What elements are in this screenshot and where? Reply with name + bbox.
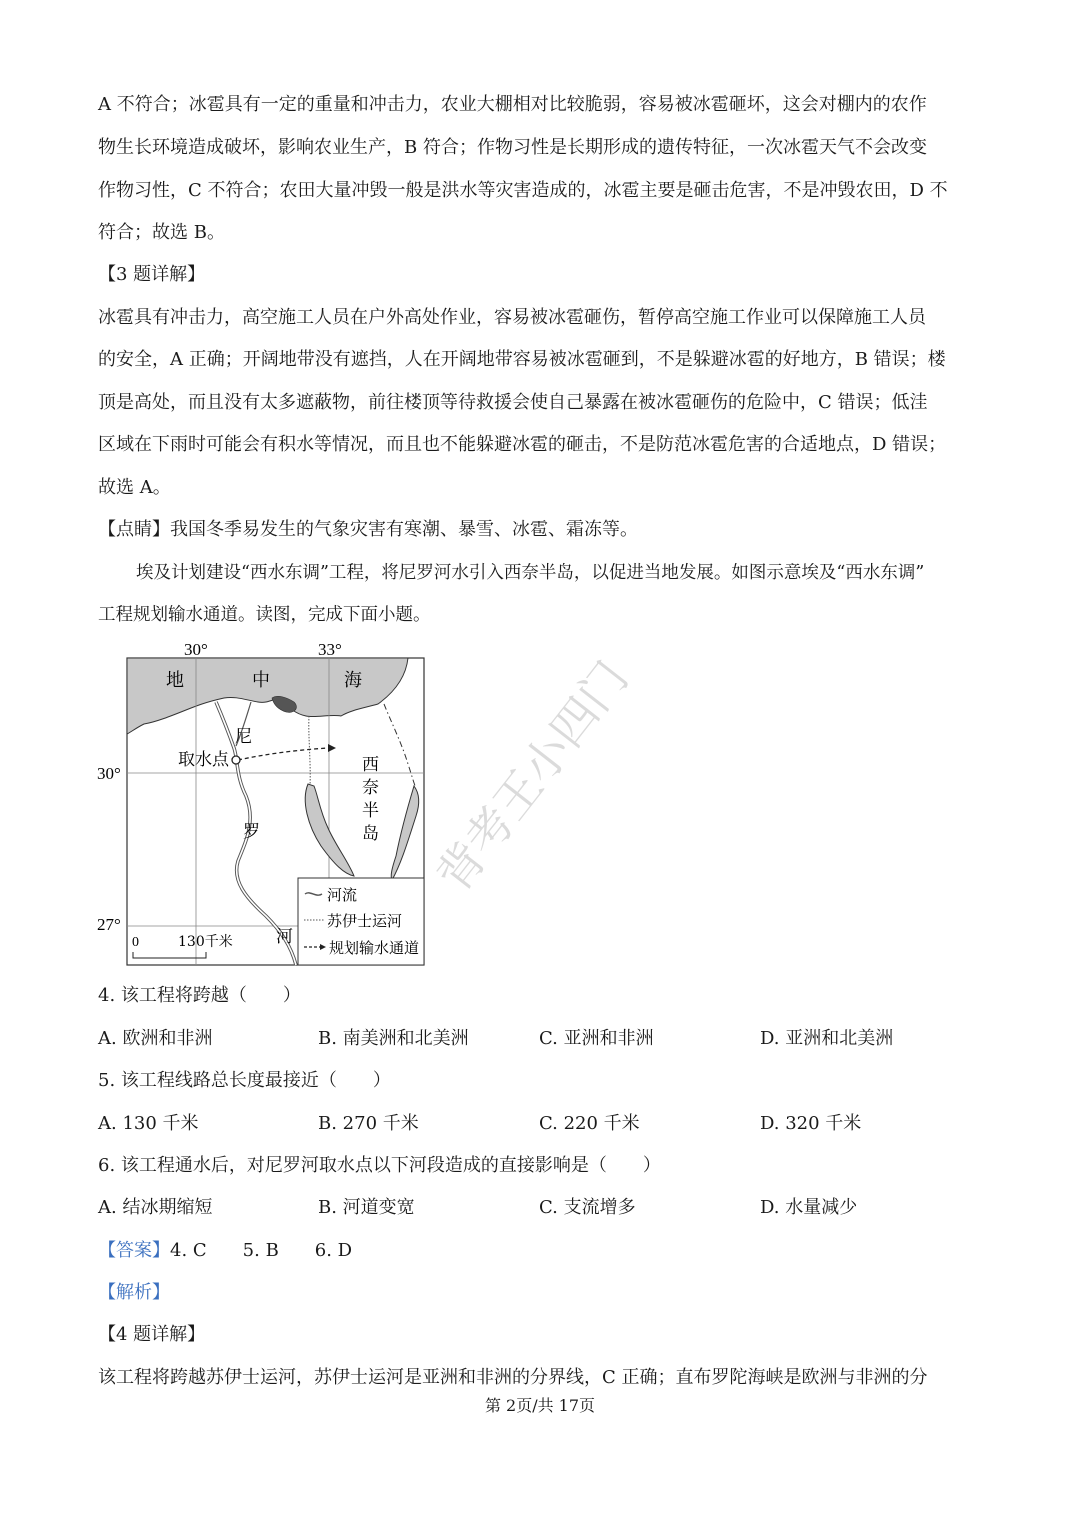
answer-line xyxy=(98,1239,352,1263)
scale-label: 130千米 xyxy=(178,934,233,950)
dianjing xyxy=(98,518,638,542)
paragraph-line: 符合；故选 B。 xyxy=(98,222,225,243)
paragraph-line: A 不符合；冰雹具有一定的重量和冲击力，农业大棚相对比较脆弱，容易被冰雹砸坏，这会对棚内的农作 xyxy=(98,94,927,115)
paragraph-line: 故选 A。 xyxy=(98,477,171,498)
paragraph-line: 作物习性，C 不符合；农田大量冲毁一般是洪水等灾害造成的，冰雹主要是砸击危害，不是冲毁农田，D 不 xyxy=(98,180,948,201)
intake-label: 取水点 xyxy=(178,750,229,770)
watermark xyxy=(400,640,700,940)
q4-heading: 【4 题详解】 xyxy=(98,1324,206,1345)
question-4-option-b: B. 南美洲和北美洲 xyxy=(318,1028,469,1049)
question-4-option-a: A. 欧洲和非洲 xyxy=(98,1028,213,1049)
sinai-label-3: 半 xyxy=(362,801,379,821)
question-6-stem: 6. 该工程通水后，对尼罗河取水点以下河段造成的直接影响是（ ） xyxy=(98,1155,661,1176)
egypt-map xyxy=(96,636,431,968)
question-4-option-d: D. 亚洲和北美洲 xyxy=(760,1028,894,1049)
question-6-option-b: B. 河道变宽 xyxy=(318,1197,415,1218)
intake-point xyxy=(232,756,240,764)
answer-label: 【答案】 xyxy=(98,1240,170,1261)
dianjing-text: 我国冬季易发生的气象灾害有寒潮、暴雪、冰雹、霜冻等。 xyxy=(170,519,638,540)
legend-river: 河流 xyxy=(327,886,358,904)
question-5-option-a: A. 130 千米 xyxy=(98,1113,199,1134)
answer-text: 4. C 5. B 6. D xyxy=(170,1240,353,1261)
nile-label-3: 河 xyxy=(276,927,293,947)
sinai-label-4: 岛 xyxy=(362,824,379,844)
question-6-option-d: D. 水量减少 xyxy=(760,1197,858,1218)
watermark-text: 背考王小四门 xyxy=(426,651,639,902)
legend-canal: 苏伊士运河 xyxy=(327,912,403,930)
lat-27-label: 27° xyxy=(97,915,121,934)
question-5-option-b: B. 270 千米 xyxy=(318,1113,419,1134)
lat-30-label: 30° xyxy=(97,764,121,783)
analysis-label: 【解析】 xyxy=(98,1282,170,1303)
question-6-option-a: A. 结冰期缩短 xyxy=(98,1197,213,1218)
paragraph-line: 的安全，A 正确；开阔地带没有遮挡，人在开阔地带容易被冰雹砸到，不是躲避冰雹的好地方，B 错误；楼 xyxy=(98,349,946,370)
intro-line: 工程规划输水通道。读图，完成下面小题。 xyxy=(98,605,431,625)
paragraph-line: 物生长环境造成破坏，影响农业生产，B 符合；作物习性是长期形成的遗传特征，一次冰雹天气不会改变 xyxy=(98,137,927,158)
question-5-option-d: D. 320 千米 xyxy=(760,1113,862,1134)
sea-label-1: 地 xyxy=(166,670,184,691)
sea-label-2: 中 xyxy=(252,670,270,691)
paragraph-line: 区域在下雨时可能会有积水等情况，而且也不能躲避冰雹的砸击，不是防范冰雹危害的合适地点，D 错误； xyxy=(98,434,947,455)
nile-label-1: 尼 xyxy=(235,727,252,747)
question-4-option-c: C. 亚洲和非洲 xyxy=(539,1028,654,1049)
nile-label-2: 罗 xyxy=(243,822,260,842)
legend-channel: 规划输水通道 xyxy=(329,939,420,957)
lon-30-label: 30° xyxy=(184,640,208,659)
intro-line: 埃及计划建设“西水东调”工程，将尼罗河水引入西奈半岛，以促进当地发展。如图示意埃及“西水东调” xyxy=(136,563,925,583)
sinai-label-1: 西 xyxy=(362,755,379,775)
question-5-stem: 5. 该工程线路总长度最接近（ ） xyxy=(98,1070,391,1091)
question-5-option-c: C. 220 千米 xyxy=(539,1113,640,1134)
paragraph-line: 该工程将跨越苏伊士运河，苏伊士运河是亚洲和非洲的分界线，C 正确；直布罗陀海峡是欧洲与非洲的分 xyxy=(98,1367,928,1388)
lon-33-label: 33° xyxy=(318,640,342,659)
paragraph-line: 冰雹具有冲击力，高空施工人员在户外高处作业，容易被冰雹砸伤，暂停高空施工作业可以保障施工人员 xyxy=(98,307,926,328)
q3-heading: 【3 题详解】 xyxy=(98,264,206,285)
dianjing-label: 【点睛】 xyxy=(98,519,170,540)
scale-zero: 0 xyxy=(132,935,139,950)
sea-label-3: 海 xyxy=(344,670,362,691)
page-footer: 第 2页/共 17页 xyxy=(484,1396,596,1415)
paragraph-line: 顶是高处，而且没有太多遮蔽物，前往楼顶等待救援会使自己暴露在被冰雹砸伤的危险中，C 错误；低洼 xyxy=(98,392,928,413)
sinai-label-2: 奈 xyxy=(362,778,379,798)
question-6-option-c: C. 支流增多 xyxy=(539,1197,636,1218)
question-4-stem: 4. 该工程将跨越（ ） xyxy=(98,985,301,1006)
